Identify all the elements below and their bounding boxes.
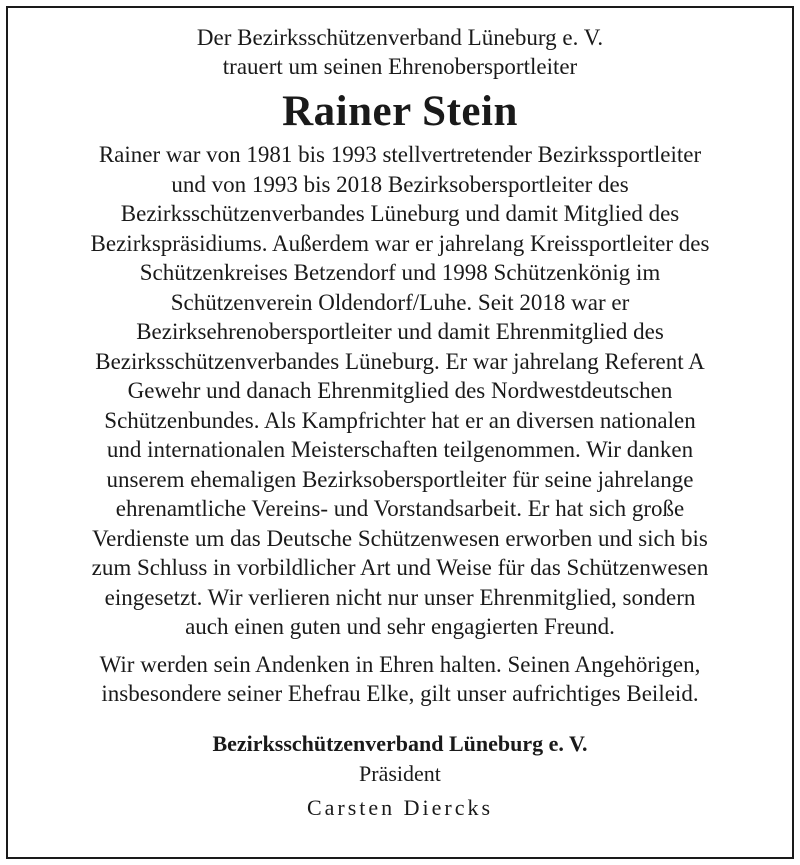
tribute-line: unserem ehemaligen Bezirksobersportleiter für seine jahrelange xyxy=(106,466,694,492)
tribute-line: Schützenverein Oldendorf/Luhe. Seit 2018 war er xyxy=(170,289,630,315)
signature-organization: Bezirksschützenverband Lüneburg e. V. xyxy=(212,730,588,756)
tribute-line: Bezirkspräsidiums. Außerdem war er jahrelang Kreissportleiter des xyxy=(90,230,710,256)
tribute-line: und internationalen Meisterschaften teilgenommen. Wir danken xyxy=(106,437,694,462)
tribute-paragraph xyxy=(0,140,800,642)
tribute-line: Gewehr und danach Ehrenmitglied des Nordwestdeutschen xyxy=(127,378,673,403)
closing-line: Wir werden sein Andenken in Ehren halten. Seinen Angehörigen, xyxy=(99,651,701,677)
tribute-line: und von 1993 bis 2018 Bezirksobersportleiter des xyxy=(171,171,629,197)
signature-role: Präsident xyxy=(359,760,441,786)
tribute-line: Bezirksschützenverbandes Lüneburg. Er war jahrelang Referent A xyxy=(95,348,705,374)
tribute-line: Schützenkreises Betzendorf und 1998 Schützenkönig im xyxy=(139,260,661,285)
tribute-line: Verdienste um das Deutsche Schützenwesen erworben und sich bis xyxy=(92,525,708,551)
tribute-line: Schützenbundes. Als Kampfrichter hat er an diversen nationalen xyxy=(104,407,696,433)
intro-line: trauert um seinen Ehrenobersportleiter xyxy=(222,54,578,79)
tribute-line: ehrenamtliche Vereins- und Vorstandsarbeit. Er hat sich große xyxy=(115,496,685,521)
tribute-line: Bezirksschützenverbandes Lüneburg und damit Mitglied des xyxy=(120,201,680,226)
closing-line: insbesondere seiner Ehefrau Elke, gilt unser aufrichtiges Beileid. xyxy=(101,681,699,706)
tribute-line: zum Schluss in vorbildlicher Art und Weise für das Schützenwesen xyxy=(91,555,709,580)
closing-paragraph xyxy=(0,650,800,709)
tribute-line: Rainer war von 1981 bis 1993 stellvertretender Bezirkssportleiter xyxy=(98,142,702,167)
tribute-line: Bezirksehrenobersportleiter und damit Ehrenmitglied des xyxy=(136,319,664,344)
tribute-line: eingesetzt. Wir verlieren nicht nur unser Ehrenmitglied, sondern xyxy=(104,584,696,610)
deceased-name: Rainer Stein xyxy=(282,88,518,135)
intro-line: Der Bezirksschützenverband Lüneburg e. V. xyxy=(196,25,604,50)
intro-block xyxy=(0,23,800,81)
tribute-line: auch einen guten und sehr engagierten Freund. xyxy=(185,614,615,639)
signature-name: Carsten Diercks xyxy=(306,794,494,820)
